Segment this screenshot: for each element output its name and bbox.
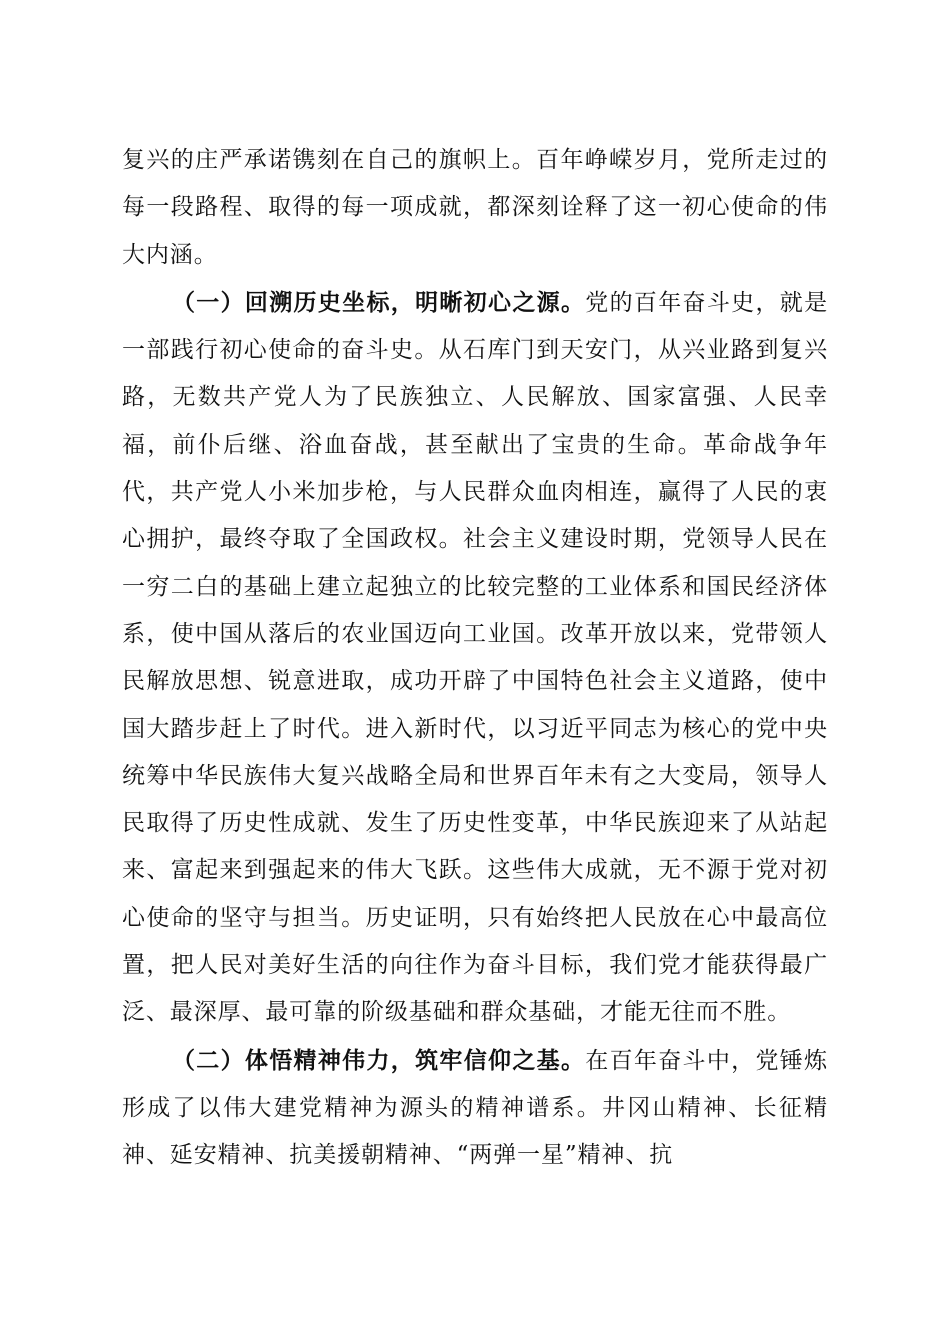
paragraph-text: 复兴的庄严承诺镌刻在自己的旗帜上。百年峥嵘岁月，党所走过的每一段路程、取得的每一项成就，都深刻诠释了这一初心使命的伟大内涵。 (122, 147, 828, 268)
paragraph-section-2 (122, 1037, 828, 1180)
paragraph-continuation (122, 137, 828, 279)
paragraph-text: 在百年奋斗中，党锤炼形成了以伟大建党精神为源头的精神谱系。井冈山精神、长征精神、延安精神、抗美援朝精神、“两弹一星”精神、抗 (122, 1047, 828, 1169)
body-text (122, 137, 828, 1180)
section-heading: （一）回溯历史坐标，明晰初心之源。 (172, 288, 586, 316)
paragraph-text: 党的百年奋斗史，就是一部践行初心使命的奋斗史。从石库门到天安门，从兴业路到复兴路，无数共产党人为了民族独立、人民解放、国家富强、人民幸福，前仆后继、浴血奋战，甚至献出了宝贵的生命。革命战争年代，共产党人小米加步枪，与人民群众血肉相连，赢得了人民的衷心拥护，最终夺取了全国政权。社会主义建设时期，党领导人民在一穷二白的基础上建立起独立的比较完整的工业体系和国民经济体系，使中国从落后的农业国迈向工业国。改革开放以来，党带领人民解放思想、锐意进取，成功开辟了中国特色社会主义道路，使中国大踏步赶上了时代。进入新时代，以习近平同志为核心的党中央统筹中华民族伟大复兴战略全局和世界百年未有之大变局，领导人民取得了历史性成就、发生了历史性变革，中华民族迎来了从站起来、富起来到强起来的伟大飞跃。这些伟大成就，无不源于党对初心使命的坚守与担当。历史证明，只有始终把人民放在心中最高位置，把人民对美好生活的向往作为奋斗目标，我们党才能获得最广泛、最深厚、最可靠的阶级基础和群众基础，才能无往而不胜。 (122, 289, 828, 1026)
paragraph-section-1 (122, 279, 828, 1037)
section-heading: （二）体悟精神伟力，筑牢信仰之基。 (172, 1046, 586, 1074)
